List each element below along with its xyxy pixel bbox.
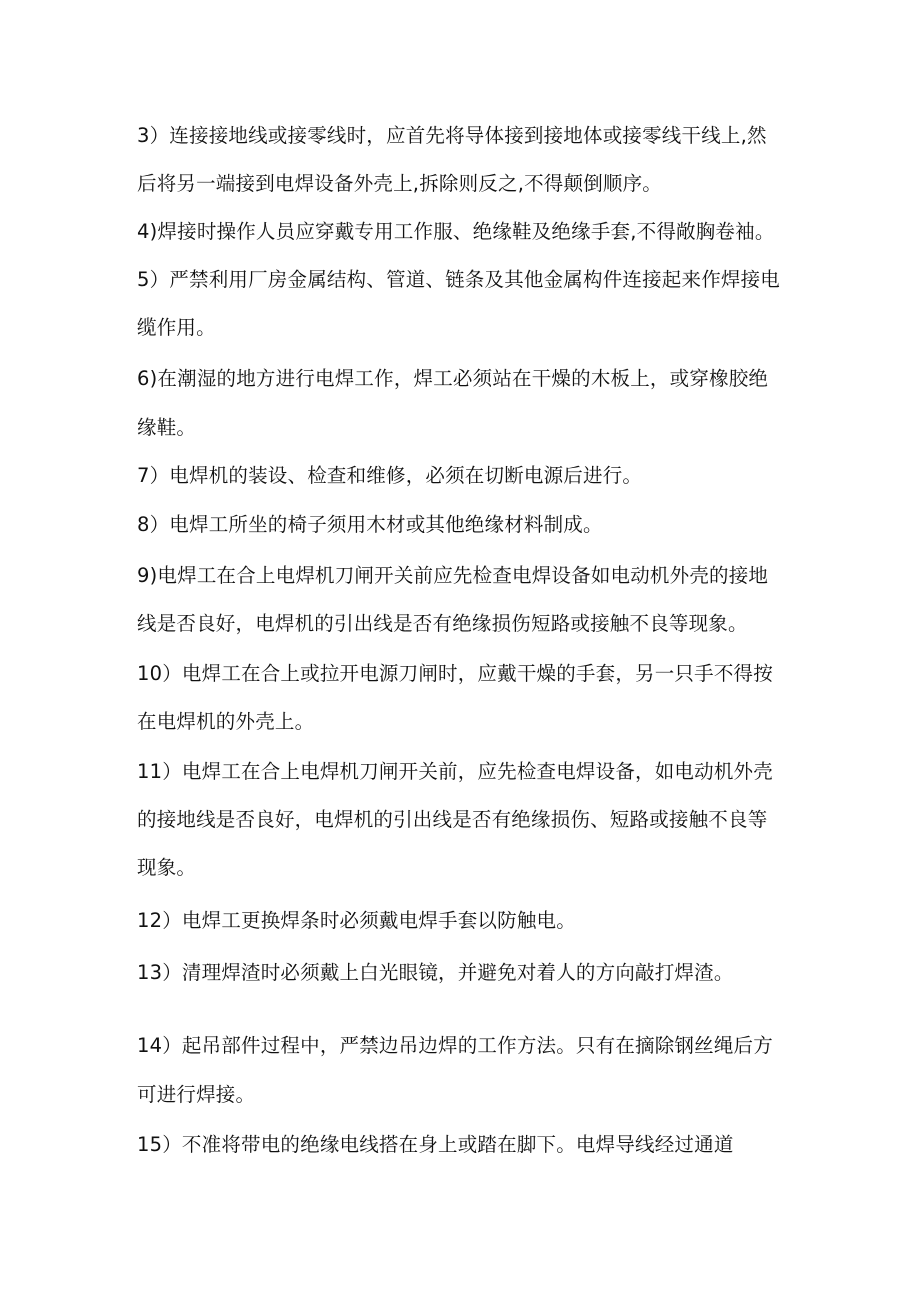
text-line: 4)焊接时操作人员应穿戴专用工作服、绝缘鞋及绝缘手套,不得敞胸卷袖。 (137, 220, 775, 243)
text-line: 可进行焊接。 (137, 1083, 256, 1106)
text-line: 9)电焊工在合上电焊机刀闸开关前应先检查电焊设备如电动机外壳的接地 (137, 564, 769, 587)
text-line: 缘鞋。 (137, 416, 197, 439)
text-line: 13）清理焊渣时必须戴上白光眼镜，并避免对着人的方向敲打焊渣。 (137, 961, 734, 984)
text-line: 5）严禁利用厂房金属结构、管道、链条及其他金属构件连接起来作焊接电 (137, 268, 781, 291)
text-line: 12）电焊工更换焊条时必须戴电焊手套以防触电。 (137, 909, 576, 932)
text-line: 3）连接接地线或接零线时，应首先将导体接到接地体或接零线干线上,然 (137, 124, 767, 147)
text-line: 15）不准将带电的绝缘电线搭在身上或踏在脚下。电焊导线经过通道 (137, 1133, 734, 1156)
text-line: 6)在潮湿的地方进行电焊工作，焊工必须站在干燥的木板上，或穿橡胶绝 (137, 367, 769, 390)
text-line: 后将另一端接到电焊设备外壳上,拆除则反之,不得颠倒顺序。 (137, 172, 662, 195)
text-line: 的接地线是否良好，电焊机的引出线是否有绝缘损伤、短路或接触不良等 (137, 808, 768, 831)
text-line: 11）电焊工在合上电焊机刀闸开关前，应先检查电焊设备，如电动机外壳 (137, 760, 773, 783)
text-line: 缆作用。 (137, 316, 216, 339)
text-line: 现象。 (137, 856, 197, 879)
text-line: 在电焊机的外壳上。 (137, 710, 315, 733)
text-line: 线是否良好，电焊机的引出线是否有绝缘损伤短路或接触不良等现象。 (137, 612, 748, 635)
text-line: 8）电焊工所坐的椅子须用木材或其他绝缘材料制成。 (137, 513, 603, 536)
text-line: 10）电焊工在合上或拉开电源刀闸时，应戴干燥的手套，另一只手不得按 (137, 662, 773, 685)
text-line: 14）起吊部件过程中，严禁边吊边焊的工作方法。只有在摘除钢丝绳后方 (137, 1034, 773, 1057)
text-line: 7）电焊机的装设、检查和维修，必须在切断电源后进行。 (137, 464, 643, 487)
